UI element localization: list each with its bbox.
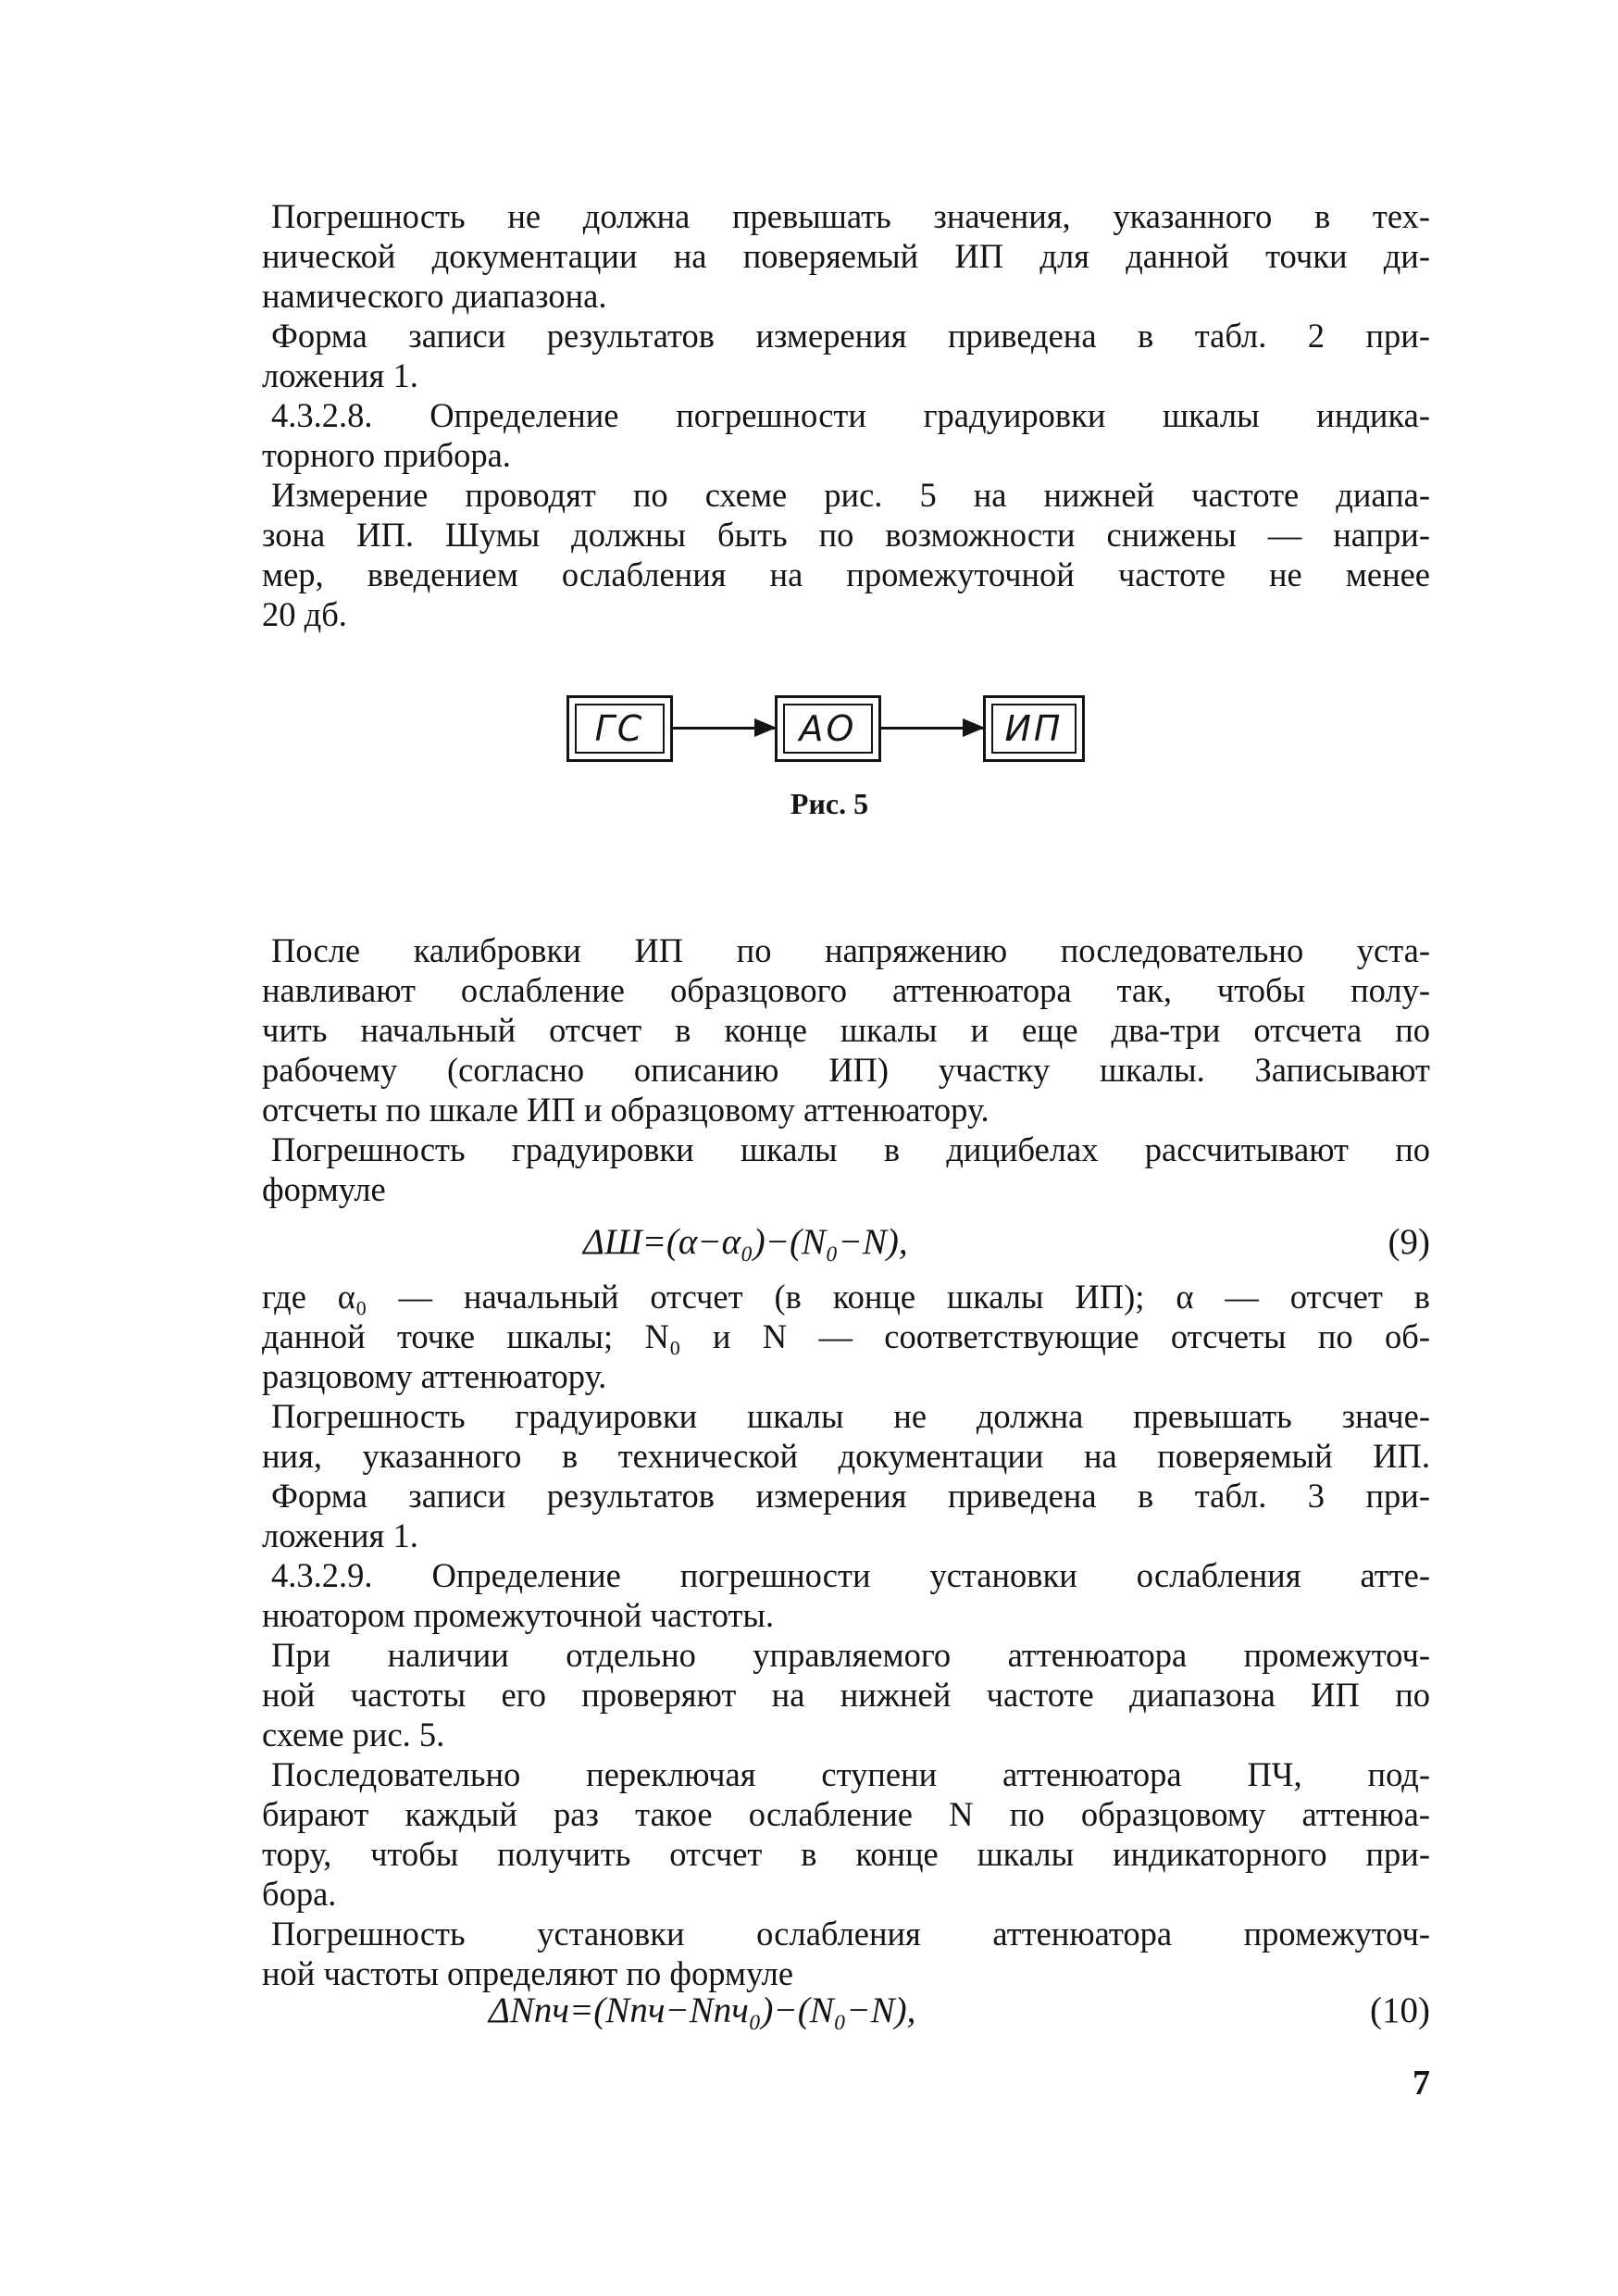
arrow-icon [673, 727, 775, 730]
text-line: Погрешность градуировки шкалы не должна превышать значе- [271, 1397, 1430, 1435]
text-line: Форма записи результатов измерения приведена в табл. 2 при- [271, 317, 1430, 355]
text-line: Последовательно переключая ступени аттенюатора ПЧ, под- [271, 1755, 1430, 1793]
diagram-block-gs: ГС [566, 695, 673, 762]
text-line: Погрешность градуировки шкалы в дицибелах рассчитывают по [271, 1130, 1430, 1168]
text-line: ложения 1. [262, 1516, 418, 1554]
text-block-2 [262, 930, 1430, 1209]
text-line: где α₀ — начальный отсчет (в конце шкалы ИП); α — отсчет в [262, 1278, 1430, 1316]
figure-caption: Рис. 5 [790, 787, 869, 820]
text-line: Измерение проводят по схеме рис. 5 на нижней частоте диапа- [271, 476, 1430, 514]
text-line: ной частоты определяют по формуле [262, 1954, 794, 1992]
text-line: схеме рис. 5. [262, 1716, 445, 1753]
text-line: Погрешность установки ослабления аттенюатора промежуточ- [271, 1915, 1430, 1953]
text-line: При наличии отдельно управляемого аттенюатора промежуточ- [271, 1636, 1430, 1674]
text-line: зона ИП. Шумы должны быть по возможности снижены — напри- [262, 516, 1430, 554]
diagram-block-ip: ИП [983, 695, 1085, 762]
text-line: чить начальный отсчет в конце шкалы и еще два-три отсчета по [262, 1011, 1430, 1049]
equation-number: (10) [1370, 1990, 1430, 2030]
text-line: торного прибора. [262, 436, 511, 474]
text-line: мер, введением ослабления на промежуточной частоте не менее [262, 555, 1430, 593]
text-line: тору, чтобы получить отсчет в конце шкалы индикаторного при- [262, 1835, 1430, 1873]
text-line: После калибровки ИП по напряжению последовательно уста- [271, 931, 1430, 969]
text-line: Погрешность не должна превышать значения, указанного в тех- [271, 197, 1430, 235]
text-line: нической документации на поверяемый ИП для данной точки ди- [262, 237, 1430, 275]
equation-number: (9) [1388, 1222, 1430, 1262]
text-line: рабочему (согласно описанию ИП) участку шкалы. Записывают [262, 1051, 1430, 1089]
text-line: бирают каждый раз такое ослабление N по образцовому аттенюа- [262, 1795, 1430, 1833]
text-block-1 [262, 196, 1430, 634]
formula-10: ΔNпч=(Nпч−Nпч₀)−(N₀−N), [489, 1990, 916, 2030]
text-line: навливают ослабление образцового аттенюатора так, чтобы полу- [262, 971, 1430, 1009]
formula-9: ΔШ=(α−α₀)−(N₀−N), [583, 1222, 908, 1262]
text-line: формуле [262, 1170, 386, 1208]
text-line: намического диапазона. [262, 277, 607, 315]
text-line: отсчеты по шкале ИП и образцовому аттенюатору. [262, 1091, 989, 1129]
text-line: разцовому аттенюатору. [262, 1357, 607, 1395]
text-line: данной точке шкалы; N₀ и N — соответствующие отсчеты по об- [262, 1317, 1430, 1355]
page-number: 7 [1413, 2064, 1430, 2103]
text-line: Форма записи результатов измерения приведена в табл. 3 при- [271, 1477, 1430, 1515]
diagram-block-ao: АО [775, 695, 881, 762]
text-line: ния, указанного в технической документации на поверяемый ИП. [262, 1437, 1430, 1475]
arrow-icon [881, 727, 983, 730]
text-line: 4.3.2.9. Определение погрешности установки ослабления атте- [271, 1556, 1430, 1594]
text-line: нюатором промежуточной частоты. [262, 1596, 775, 1634]
text-line: ложения 1. [262, 356, 418, 394]
text-line: 4.3.2.8. Определение погрешности градуировки шкалы индика- [271, 396, 1430, 434]
text-line: ной частоты его проверяют на нижней частоте диапазона ИП по [262, 1676, 1430, 1714]
text-block-3 [262, 1277, 1430, 1993]
text-line: 20 дб. [262, 595, 347, 633]
block-diagram [566, 680, 1085, 769]
text-line: бора. [262, 1875, 337, 1913]
